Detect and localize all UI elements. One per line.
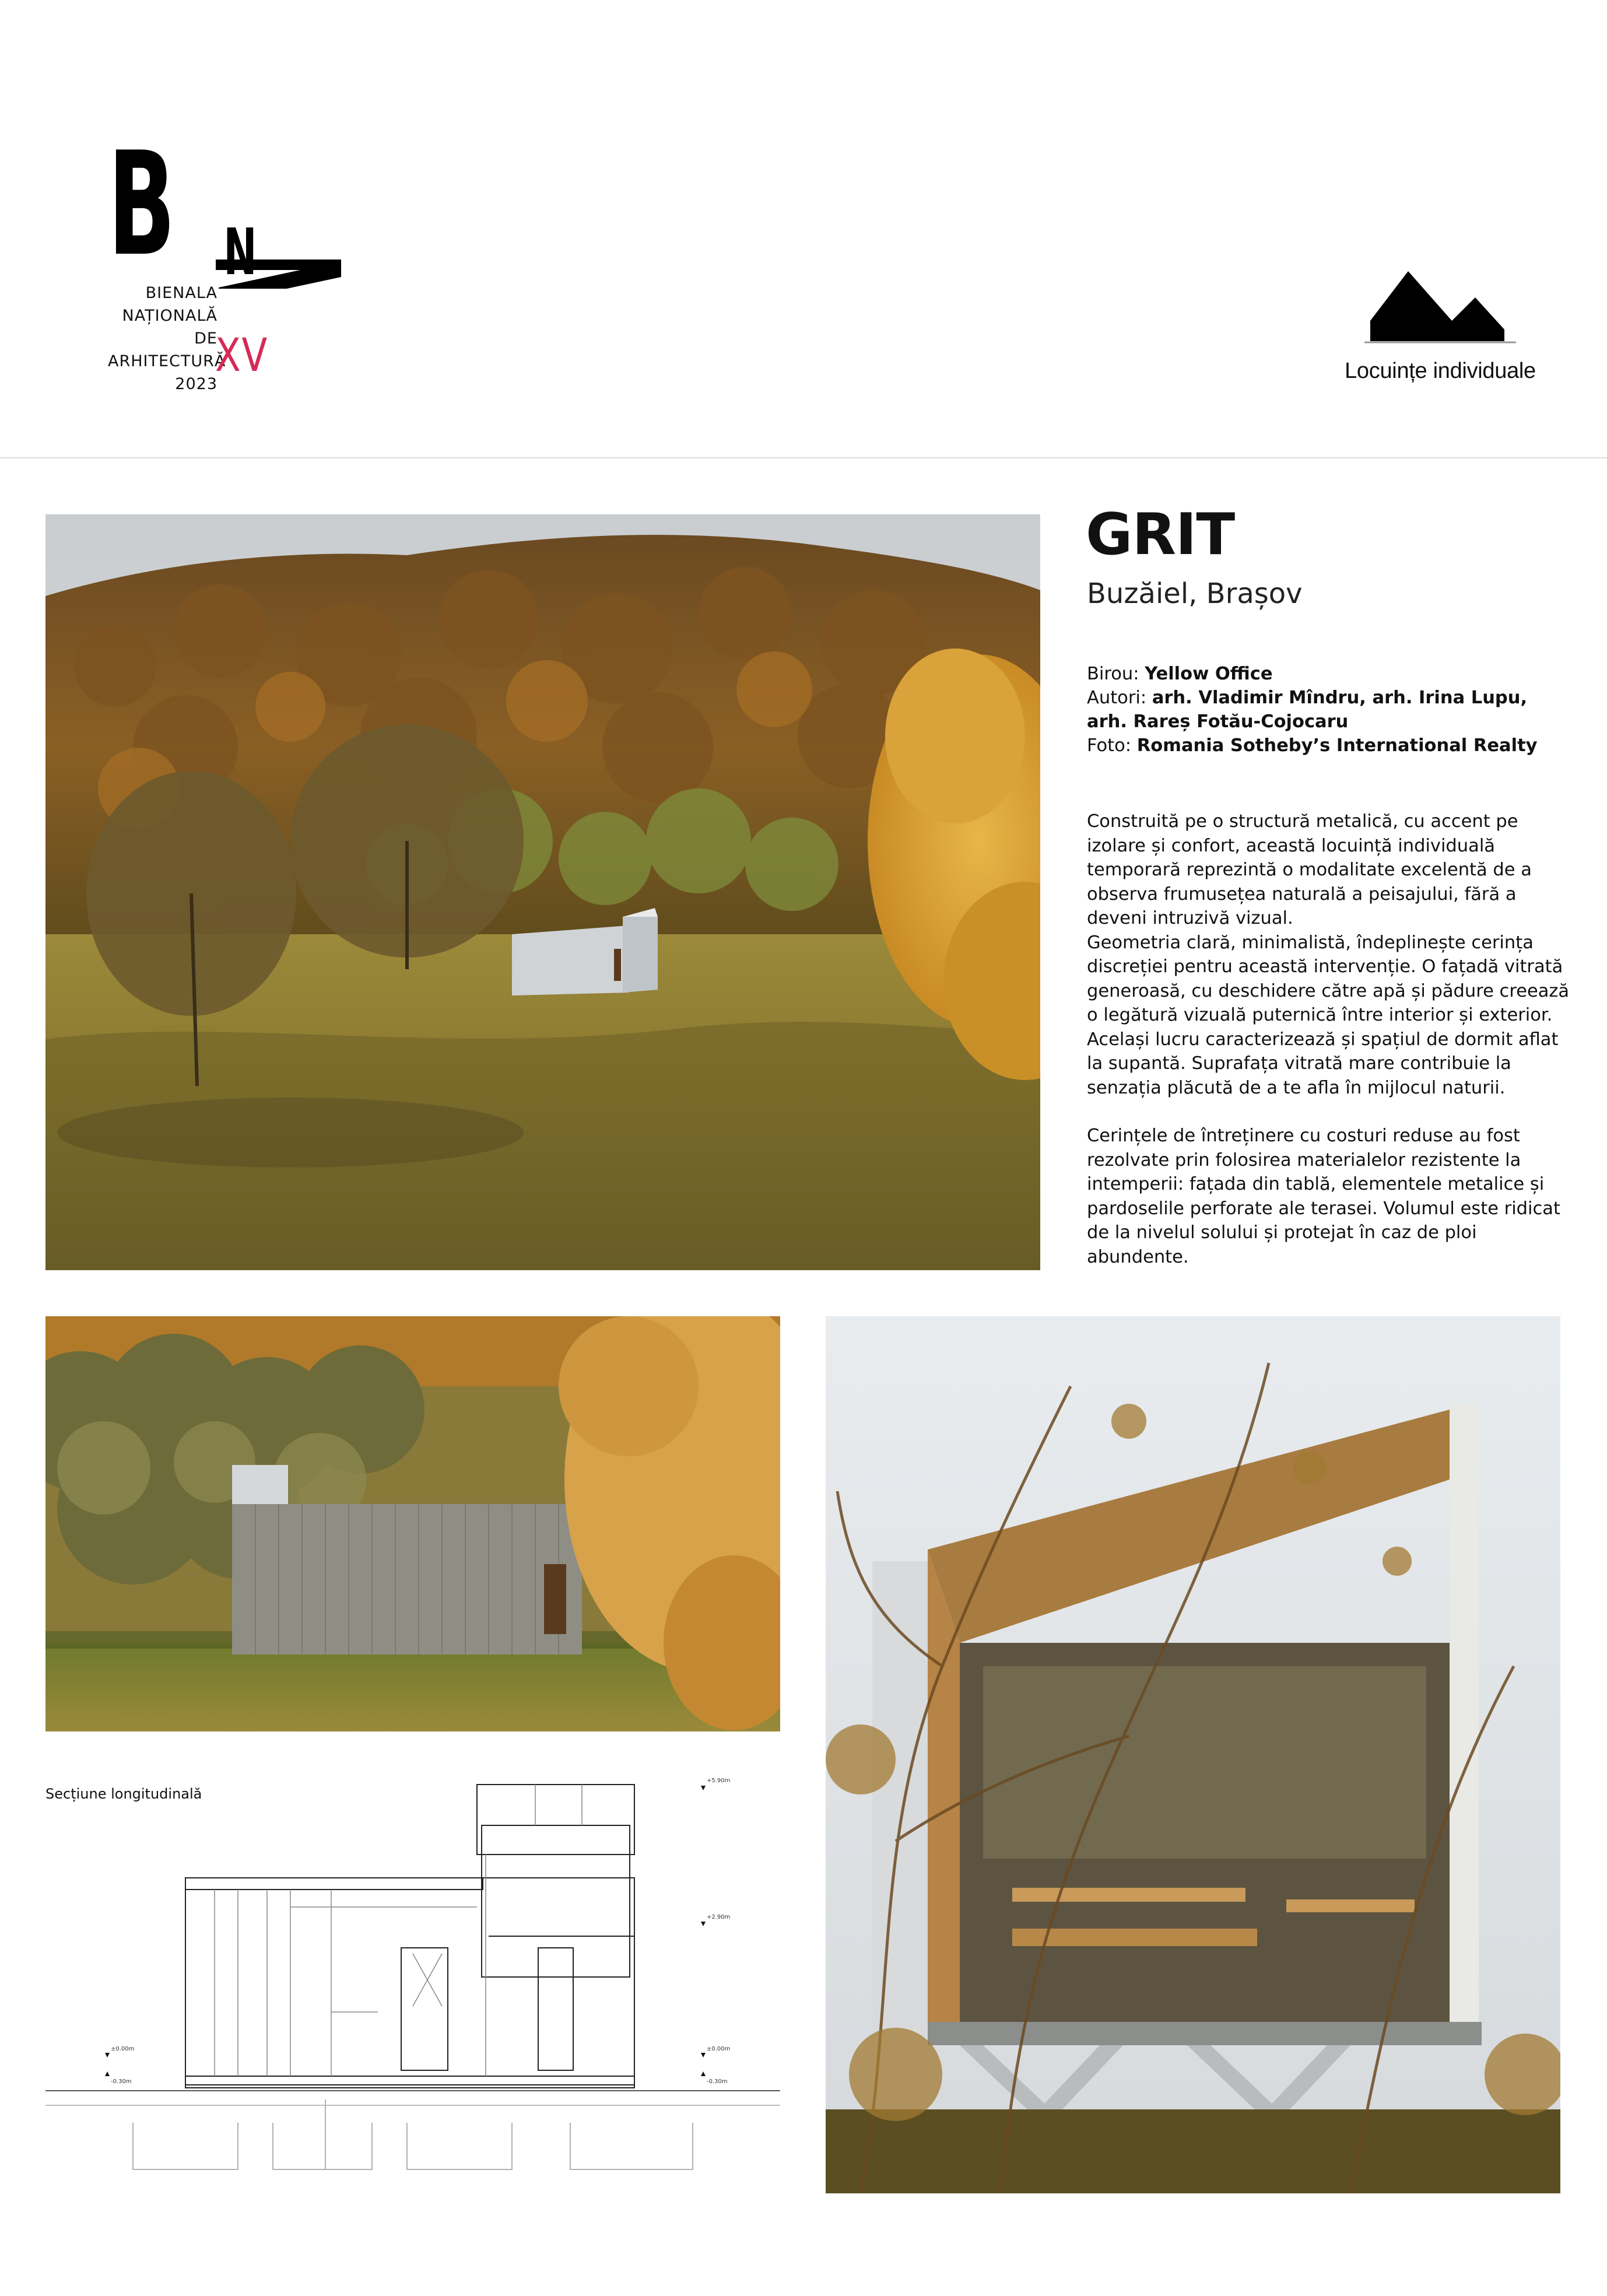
- logo-letter-b: B: [108, 137, 176, 288]
- level-label: +2.90m: [707, 1914, 731, 1920]
- credit-key: Birou:: [1087, 664, 1145, 684]
- credit-value: arh. Vladimir Mîndru, arh. Irina Lupu,: [1152, 688, 1528, 708]
- credit-row-office: [1087, 662, 1553, 686]
- mountains-icon: [1364, 265, 1516, 347]
- level-label: ±0.00m: [111, 2046, 135, 2052]
- project-location: Buzăiel, Brașov: [1087, 577, 1303, 610]
- header-divider: [0, 457, 1607, 458]
- credit-key: Foto:: [1087, 735, 1137, 756]
- level-label: -0.30m: [707, 2078, 728, 2085]
- logo-edition: XV: [215, 329, 268, 382]
- credit-row-authors-cont: [1087, 710, 1553, 734]
- section-drawing-title: Secțiune longitudinală: [45, 1786, 202, 1802]
- logo-text-lines: [108, 282, 226, 395]
- project-description: [1087, 809, 1571, 1269]
- project-title: GRIT: [1086, 502, 1235, 568]
- credit-value: Yellow Office: [1145, 664, 1273, 684]
- project-credits: [1087, 662, 1553, 758]
- level-label: +5.90m: [707, 1778, 731, 1784]
- photo-cabin-facade: [45, 1316, 780, 1731]
- credit-value: Romania Sotheby’s International Realty: [1136, 735, 1538, 756]
- level-label: ±0.00m: [707, 2046, 731, 2052]
- description-paragraph: Geometria clară, minimalistă, îndeplinește cerința discreției pentru această intervenție. O fațadă vitrată generoasă, cu deschidere către apă și pădure creează o legătură vizuală puternică între interior și exterior. Același lucru caracterizează și spațiul de dormit aflat la supantă. Suprafața vitrată mare contribuie la senzația plăcută de a te afla în mijlocul naturii.: [1087, 932, 1570, 1098]
- photo-cabin-terrace: [826, 1316, 1560, 2193]
- section-drawing: [45, 1761, 780, 2204]
- logo-line: BIENALA: [145, 284, 217, 302]
- bna-logo-mark: [108, 137, 353, 289]
- description-paragraph: Construită pe o structură metalică, cu accent pe izolare și confort, această locuință individuală temporară reprezintă o modalitate excelentă de a observa frumusețea naturală a peisajului, fără a deveni intruzivă vizual.: [1087, 811, 1532, 928]
- longitudinal-section-svg: [45, 1761, 780, 2204]
- logo-line: NAȚIONALĂ: [122, 307, 217, 325]
- logo-line: DE: [194, 329, 217, 348]
- logo-line: ARHITECTURĂ: [108, 352, 226, 370]
- credit-row-photo: [1087, 734, 1553, 758]
- logo-letter-n: N: [223, 214, 257, 289]
- photo-landscape-cabin: [45, 514, 1040, 1270]
- category-badge: [1318, 265, 1563, 394]
- logo-line: 2023: [175, 375, 217, 393]
- credit-key: Autori:: [1087, 688, 1152, 708]
- bna-logo: [108, 137, 353, 417]
- level-label: -0.30m: [111, 2078, 132, 2085]
- credit-row-authors: [1087, 686, 1553, 710]
- credit-value: arh. Rareș Fotău-Cojocaru: [1087, 711, 1349, 732]
- category-label: Locuințe individuale: [1345, 359, 1536, 383]
- description-paragraph: Cerințele de întreținere cu costuri reduse au fost rezolvate prin folosirea materialelor rezistente la intemperii: fațada din tablă, elementele metalice și pardoselile perforate ale terasei. Volumul este ridicat de la nivelul solului și protejat în caz de ploi abundente.: [1087, 1126, 1560, 1267]
